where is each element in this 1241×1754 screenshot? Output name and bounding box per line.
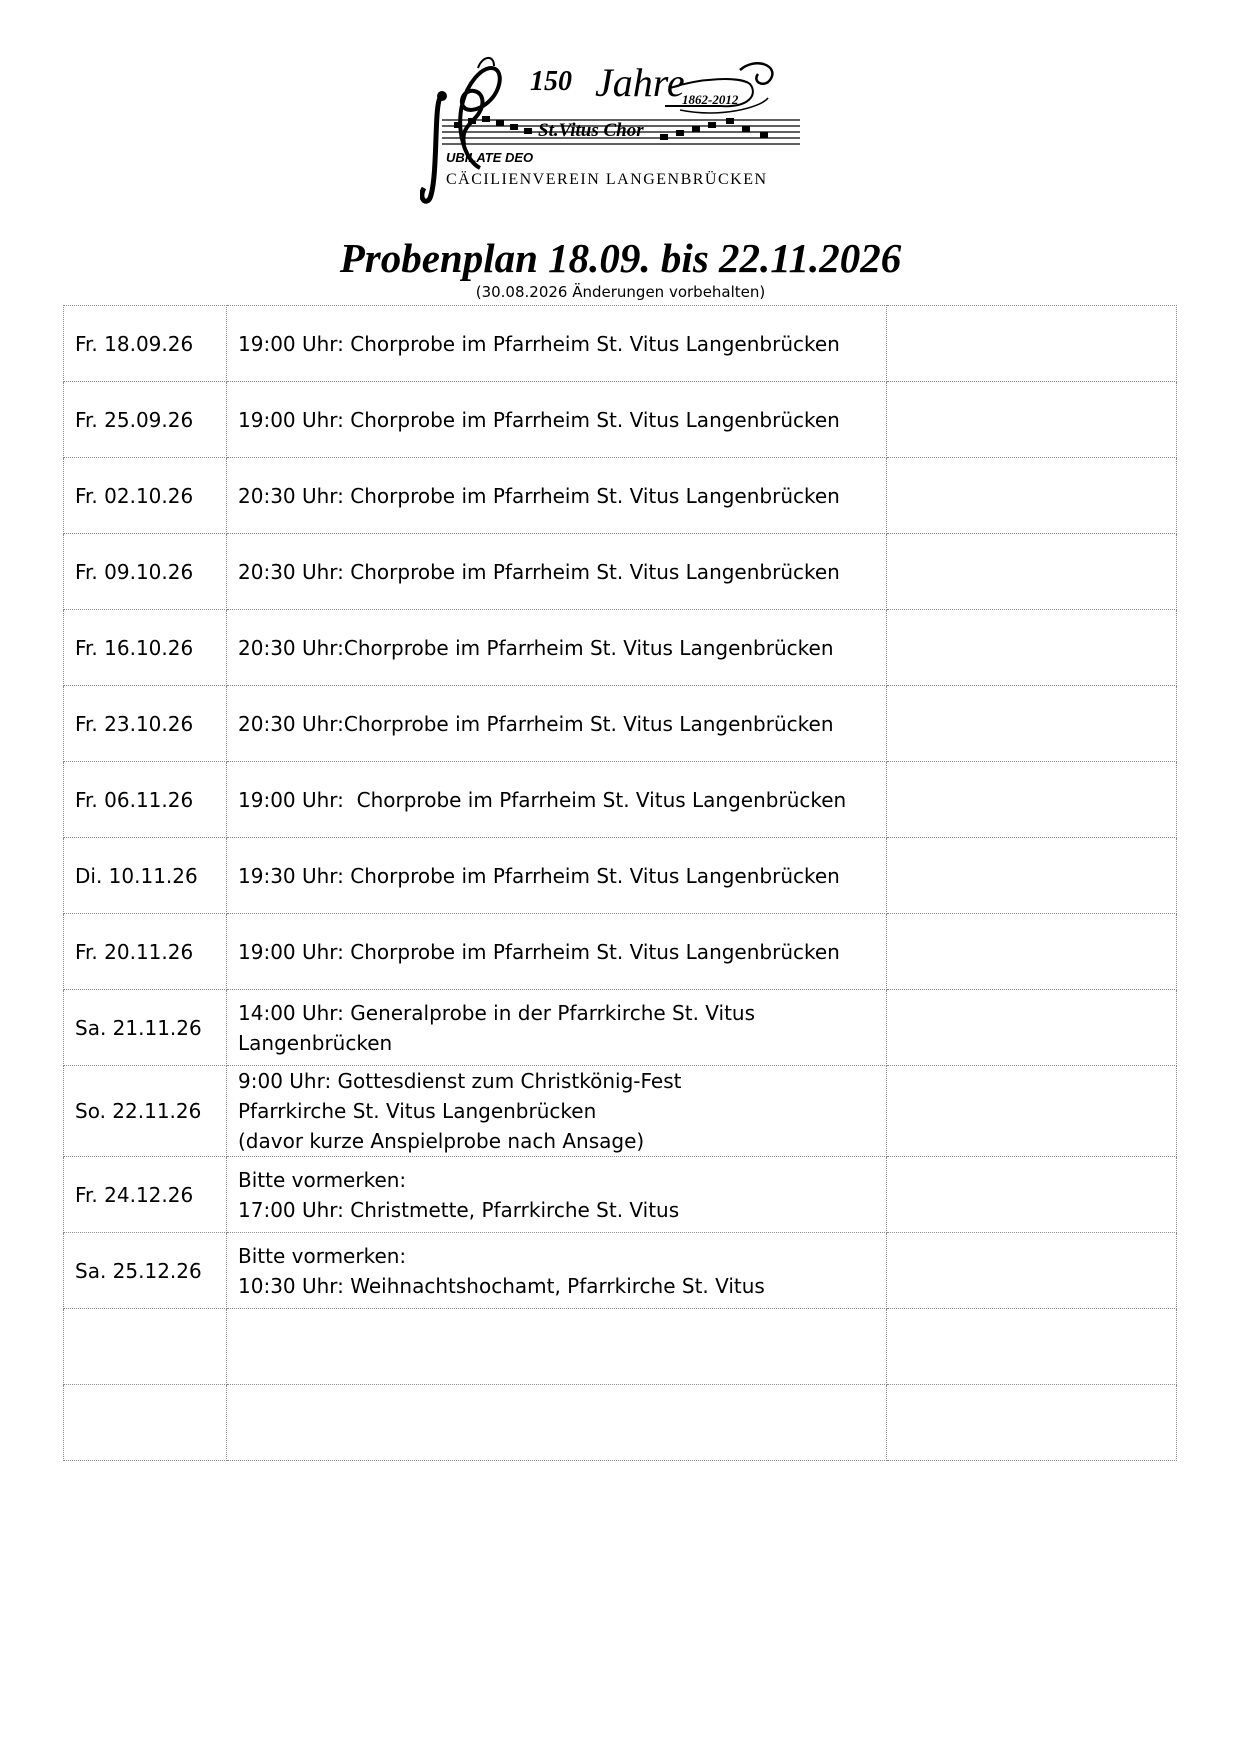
event-line: Bitte vormerken: — [238, 1243, 407, 1268]
notes-cell — [887, 990, 1177, 1066]
date-cell: Fr. 02.10.26 — [64, 458, 227, 534]
date-cell: Fr. 24.12.26 — [64, 1157, 227, 1233]
svg-text:1862-2012: 1862-2012 — [682, 92, 739, 107]
notes-cell — [887, 1233, 1177, 1309]
date-cell: Fr. 09.10.26 — [64, 534, 227, 610]
page-title: Probenplan 18.09. bis 22.11.2026 — [339, 235, 902, 281]
svg-text:St.Vitus Chor: St.Vitus Chor — [538, 120, 644, 141]
event-cell — [227, 838, 887, 914]
event-line: 20:30 Uhr: Chorprobe im Pfarrheim St. Vitus Langenbrücken — [238, 559, 840, 584]
table-row — [64, 838, 1177, 914]
event-cell — [227, 1309, 887, 1385]
initial-j-icon — [422, 98, 440, 201]
event-line: 19:00 Uhr: Chorprobe im Pfarrheim St. Vitus Langenbrücken — [238, 939, 840, 964]
date-cell: So. 22.11.26 — [64, 1066, 227, 1157]
notes-cell — [887, 610, 1177, 686]
date-cell: Fr. 23.10.26 — [64, 686, 227, 762]
choir-logo — [420, 48, 840, 208]
date-cell — [64, 1385, 227, 1461]
event-line: 20:30 Uhr:Chorprobe im Pfarrheim St. Vitus Langenbrücken — [238, 635, 834, 660]
date-cell: Fr. 06.11.26 — [64, 762, 227, 838]
event-line: Langenbrücken — [238, 1030, 393, 1055]
table-row — [64, 914, 1177, 990]
notes-cell — [887, 1066, 1177, 1157]
table-row — [64, 610, 1177, 686]
event-line: 14:00 Uhr: Generalprobe in der Pfarrkirche St. Vitus — [238, 1000, 756, 1025]
table-row — [64, 762, 1177, 838]
table-row — [64, 1066, 1177, 1157]
event-line: 19:00 Uhr: Chorprobe im Pfarrheim St. Vitus Langenbrücken — [238, 407, 840, 432]
event-cell — [227, 534, 887, 610]
event-line: 17:00 Uhr: Christmette, Pfarrkirche St. Vitus — [238, 1197, 680, 1222]
event-cell — [227, 1066, 887, 1157]
date-cell: Sa. 21.11.26 — [64, 990, 227, 1066]
event-line: 19:30 Uhr: Chorprobe im Pfarrheim St. Vitus Langenbrücken — [238, 863, 840, 888]
svg-text:CÄCILIENVEREIN LANGENBRÜCKEN: CÄCILIENVEREIN LANGENBRÜCKEN — [446, 171, 768, 188]
table-row — [64, 534, 1177, 610]
event-cell — [227, 458, 887, 534]
notes-cell — [887, 534, 1177, 610]
notes-cell — [887, 306, 1177, 382]
event-cell — [227, 762, 887, 838]
table-row — [64, 382, 1177, 458]
table-row — [64, 1309, 1177, 1385]
schedule-table — [63, 305, 1177, 1461]
table-row — [64, 1157, 1177, 1233]
event-line: Bitte vormerken: — [238, 1167, 407, 1192]
event-line: 19:00 Uhr: Chorprobe im Pfarrheim St. Vitus Langenbrücken — [238, 331, 840, 356]
date-cell: Fr. 25.09.26 — [64, 382, 227, 458]
date-cell: Fr. 16.10.26 — [64, 610, 227, 686]
event-line: 10:30 Uhr: Weihnachtshochamt, Pfarrkirche St. Vitus — [238, 1273, 765, 1298]
date-cell: Sa. 25.12.26 — [64, 1233, 227, 1309]
table-row — [64, 1385, 1177, 1461]
event-cell — [227, 610, 887, 686]
table-row — [64, 990, 1177, 1066]
table-row — [64, 306, 1177, 382]
event-cell — [227, 990, 887, 1066]
date-cell: Fr. 20.11.26 — [64, 914, 227, 990]
svg-text:Jahre: Jahre — [595, 60, 685, 105]
table-row — [64, 1233, 1177, 1309]
event-line: 20:30 Uhr:Chorprobe im Pfarrheim St. Vitus Langenbrücken — [238, 711, 834, 736]
table-row — [64, 686, 1177, 762]
notes-cell — [887, 458, 1177, 534]
svg-text:150: 150 — [530, 66, 572, 97]
svg-text:UBILATE DEO: UBILATE DEO — [446, 150, 534, 165]
notes-cell — [887, 1157, 1177, 1233]
date-cell: Di. 10.11.26 — [64, 838, 227, 914]
event-line: 19:00 Uhr: Chorprobe im Pfarrheim St. Vitus Langenbrücken — [238, 787, 847, 812]
date-cell: Fr. 18.09.26 — [64, 306, 227, 382]
notes-cell — [887, 1385, 1177, 1461]
event-line: Pfarrkirche St. Vitus Langenbrücken — [238, 1099, 597, 1123]
event-line: 9:00 Uhr: Gottesdienst zum Christkönig-Fest — [238, 1069, 682, 1093]
event-cell — [227, 306, 887, 382]
date-cell — [64, 1309, 227, 1385]
event-cell — [227, 914, 887, 990]
event-cell — [227, 1385, 887, 1461]
notes-cell — [887, 914, 1177, 990]
notes-cell — [887, 838, 1177, 914]
page-subtitle: (30.08.2026 Änderungen vorbehalten) — [475, 283, 766, 301]
table-row — [64, 458, 1177, 534]
event-cell — [227, 1233, 887, 1309]
event-cell — [227, 1157, 887, 1233]
event-cell — [227, 686, 887, 762]
event-line: (davor kurze Anspielprobe nach Ansage) — [238, 1129, 645, 1153]
notes-cell — [887, 382, 1177, 458]
event-line: 20:30 Uhr: Chorprobe im Pfarrheim St. Vitus Langenbrücken — [238, 483, 840, 508]
event-cell — [227, 382, 887, 458]
notes-cell — [887, 762, 1177, 838]
notes-cell — [887, 1309, 1177, 1385]
notes-cell — [887, 686, 1177, 762]
